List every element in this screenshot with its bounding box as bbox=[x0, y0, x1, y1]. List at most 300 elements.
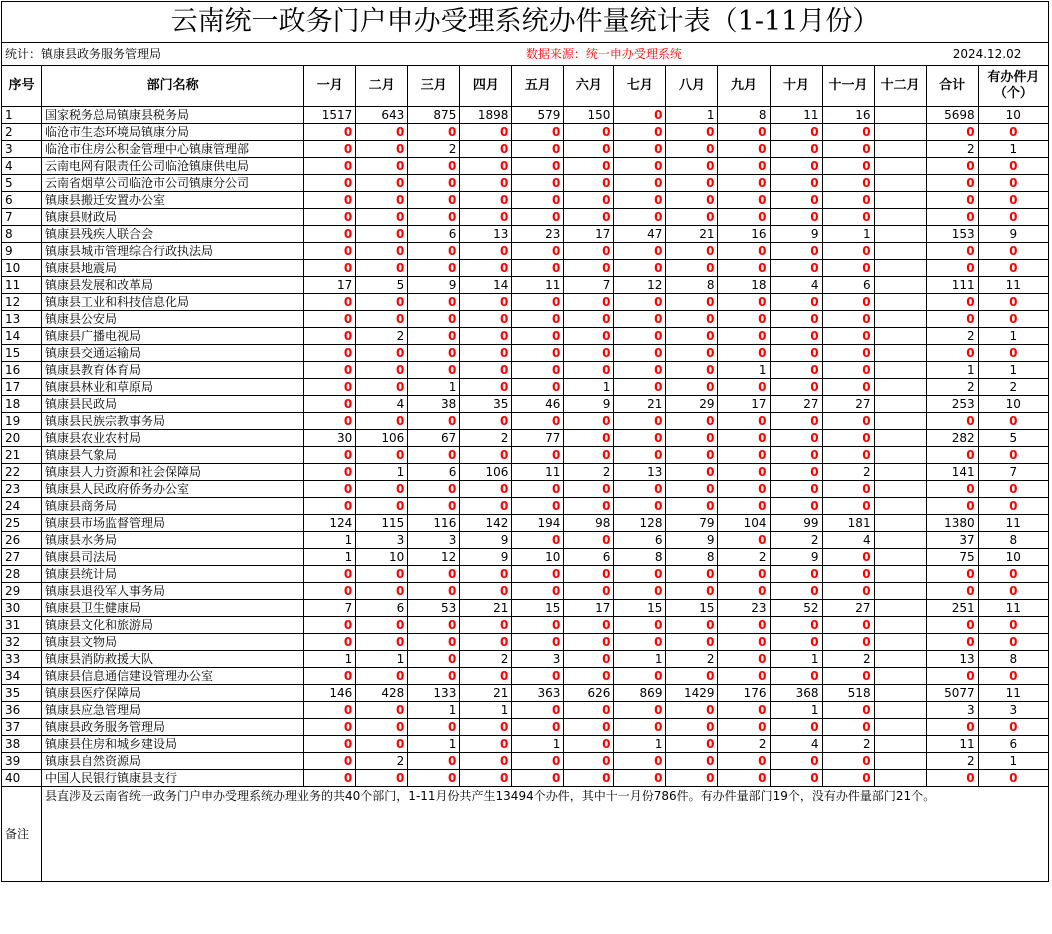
row-number: 39 bbox=[2, 753, 42, 770]
table-cell: 0 bbox=[614, 328, 666, 345]
table-cell: 0 bbox=[408, 617, 460, 634]
table-cell: 0 bbox=[822, 617, 874, 634]
table-cell: 153 bbox=[926, 226, 978, 243]
table-cell: 1898 bbox=[460, 107, 512, 124]
table-cell: 0 bbox=[978, 617, 1048, 634]
table-cell: 0 bbox=[614, 345, 666, 362]
table-row bbox=[2, 328, 1049, 345]
table-row bbox=[2, 702, 1049, 719]
table-cell: 0 bbox=[304, 396, 356, 413]
row-number: 19 bbox=[2, 413, 42, 430]
table-row bbox=[2, 396, 1049, 413]
table-cell: 0 bbox=[460, 413, 512, 430]
table-cell: 0 bbox=[460, 158, 512, 175]
table-cell: 0 bbox=[512, 719, 564, 736]
table-cell: 0 bbox=[564, 192, 614, 209]
row-number: 3 bbox=[2, 141, 42, 158]
table-cell: 0 bbox=[978, 770, 1048, 787]
table-cell: 0 bbox=[512, 175, 564, 192]
table-cell: 0 bbox=[512, 209, 564, 226]
table-cell: 0 bbox=[822, 583, 874, 600]
table-cell: 251 bbox=[926, 600, 978, 617]
department-name: 镇康县民政局 bbox=[42, 396, 304, 413]
row-number: 16 bbox=[2, 362, 42, 379]
table-cell: 0 bbox=[614, 294, 666, 311]
table-cell: 0 bbox=[356, 311, 408, 328]
row-number: 12 bbox=[2, 294, 42, 311]
table-cell: 0 bbox=[564, 260, 614, 277]
table-cell: 0 bbox=[770, 498, 822, 515]
table-cell: 9 bbox=[564, 396, 614, 413]
table-cell: 0 bbox=[822, 362, 874, 379]
header-cell: 五月 bbox=[512, 66, 564, 107]
table-cell: 3 bbox=[926, 702, 978, 719]
table-cell: 17 bbox=[564, 600, 614, 617]
table-cell: 0 bbox=[564, 243, 614, 260]
table-cell: 0 bbox=[718, 532, 770, 549]
table-cell: 77 bbox=[512, 430, 564, 447]
table-row bbox=[2, 549, 1049, 566]
table-cell: 0 bbox=[564, 328, 614, 345]
table-cell: 0 bbox=[408, 260, 460, 277]
table-cell: 0 bbox=[356, 566, 408, 583]
department-name: 云南省烟草公司临沧市公司镇康分公司 bbox=[42, 175, 304, 192]
table-cell: 146 bbox=[304, 685, 356, 702]
table-cell: 0 bbox=[512, 243, 564, 260]
table-cell: 10 bbox=[512, 549, 564, 566]
table-cell: 0 bbox=[666, 753, 718, 770]
table-row bbox=[2, 566, 1049, 583]
table-cell: 0 bbox=[460, 209, 512, 226]
table-cell: 0 bbox=[614, 124, 666, 141]
december-cell bbox=[874, 617, 926, 634]
table-cell: 428 bbox=[356, 685, 408, 702]
table-cell: 0 bbox=[408, 668, 460, 685]
note-row bbox=[2, 787, 1049, 882]
table-cell: 0 bbox=[718, 447, 770, 464]
table-cell: 0 bbox=[770, 583, 822, 600]
december-cell bbox=[874, 736, 926, 753]
row-number: 24 bbox=[2, 498, 42, 515]
table-cell: 0 bbox=[564, 158, 614, 175]
table-cell: 1 bbox=[408, 702, 460, 719]
table-cell: 0 bbox=[978, 481, 1048, 498]
table-cell: 181 bbox=[822, 515, 874, 532]
table-cell: 0 bbox=[770, 447, 822, 464]
table-cell: 0 bbox=[512, 294, 564, 311]
table-cell: 8 bbox=[718, 107, 770, 124]
table-cell: 0 bbox=[822, 209, 874, 226]
table-cell: 0 bbox=[356, 124, 408, 141]
table-cell: 0 bbox=[718, 753, 770, 770]
table-row bbox=[2, 243, 1049, 260]
table-cell: 0 bbox=[614, 362, 666, 379]
table-cell: 0 bbox=[408, 498, 460, 515]
table-cell: 111 bbox=[926, 277, 978, 294]
table-cell: 0 bbox=[666, 702, 718, 719]
table-cell: 0 bbox=[512, 379, 564, 396]
table-cell: 0 bbox=[356, 634, 408, 651]
department-name: 镇康县地震局 bbox=[42, 260, 304, 277]
table-cell: 0 bbox=[408, 753, 460, 770]
table-cell: 0 bbox=[666, 447, 718, 464]
table-cell: 75 bbox=[926, 549, 978, 566]
table-cell: 0 bbox=[614, 158, 666, 175]
table-cell: 0 bbox=[304, 770, 356, 787]
table-cell: 0 bbox=[304, 192, 356, 209]
table-cell: 0 bbox=[978, 447, 1048, 464]
table-cell: 0 bbox=[408, 634, 460, 651]
table-cell: 124 bbox=[304, 515, 356, 532]
table-cell: 0 bbox=[770, 124, 822, 141]
table-cell: 9 bbox=[460, 549, 512, 566]
table-cell: 0 bbox=[666, 379, 718, 396]
table-cell: 0 bbox=[460, 192, 512, 209]
header-cell: 九月 bbox=[718, 66, 770, 107]
table-cell: 27 bbox=[770, 396, 822, 413]
table-cell: 6 bbox=[564, 549, 614, 566]
table-cell: 0 bbox=[666, 498, 718, 515]
table-cell: 0 bbox=[718, 481, 770, 498]
row-number: 1 bbox=[2, 107, 42, 124]
table-cell: 0 bbox=[512, 124, 564, 141]
table-cell: 0 bbox=[304, 668, 356, 685]
row-number: 2 bbox=[2, 124, 42, 141]
table-row bbox=[2, 447, 1049, 464]
table-cell: 0 bbox=[666, 668, 718, 685]
table-cell: 0 bbox=[978, 124, 1048, 141]
table-cell: 0 bbox=[978, 583, 1048, 600]
table-cell: 0 bbox=[460, 753, 512, 770]
table-cell: 0 bbox=[614, 566, 666, 583]
table-cell: 0 bbox=[408, 124, 460, 141]
header-cell: 部门名称 bbox=[42, 66, 304, 107]
table-cell: 0 bbox=[822, 549, 874, 566]
table-cell: 9 bbox=[666, 532, 718, 549]
table-cell: 0 bbox=[718, 566, 770, 583]
table-cell: 0 bbox=[512, 192, 564, 209]
table-cell: 0 bbox=[460, 345, 512, 362]
department-name: 镇康县发展和改革局 bbox=[42, 277, 304, 294]
table-cell: 0 bbox=[564, 753, 614, 770]
table-cell: 1 bbox=[614, 651, 666, 668]
december-cell bbox=[874, 651, 926, 668]
table-cell: 0 bbox=[356, 770, 408, 787]
table-cell: 8 bbox=[666, 549, 718, 566]
table-cell: 14 bbox=[460, 277, 512, 294]
table-cell: 3 bbox=[356, 532, 408, 549]
table-cell: 0 bbox=[564, 141, 614, 158]
table-cell: 16 bbox=[822, 107, 874, 124]
table-cell: 2 bbox=[822, 651, 874, 668]
table-cell: 875 bbox=[408, 107, 460, 124]
table-cell: 1 bbox=[408, 736, 460, 753]
table-cell: 0 bbox=[408, 294, 460, 311]
row-number: 4 bbox=[2, 158, 42, 175]
department-name: 镇康县人力资源和社会保障局 bbox=[42, 464, 304, 481]
table-row bbox=[2, 668, 1049, 685]
table-cell: 1 bbox=[978, 141, 1048, 158]
table-cell: 0 bbox=[978, 260, 1048, 277]
table-cell: 0 bbox=[718, 379, 770, 396]
table-row bbox=[2, 107, 1049, 124]
table-cell: 0 bbox=[822, 430, 874, 447]
table-cell: 9 bbox=[978, 226, 1048, 243]
table-cell: 0 bbox=[770, 481, 822, 498]
table-row bbox=[2, 617, 1049, 634]
table-cell: 0 bbox=[770, 430, 822, 447]
table-cell: 0 bbox=[770, 719, 822, 736]
table-cell: 0 bbox=[512, 345, 564, 362]
table-cell: 3 bbox=[408, 532, 460, 549]
table-row bbox=[2, 753, 1049, 770]
table-cell: 0 bbox=[978, 294, 1048, 311]
table-cell: 0 bbox=[614, 107, 666, 124]
table-row bbox=[2, 277, 1049, 294]
table-cell: 0 bbox=[822, 379, 874, 396]
table-cell: 99 bbox=[770, 515, 822, 532]
table-cell: 0 bbox=[770, 379, 822, 396]
table-cell: 0 bbox=[718, 124, 770, 141]
table-cell: 0 bbox=[614, 447, 666, 464]
table-cell: 2 bbox=[926, 141, 978, 158]
table-cell: 0 bbox=[666, 464, 718, 481]
table-cell: 46 bbox=[512, 396, 564, 413]
table-cell: 0 bbox=[460, 770, 512, 787]
table-cell: 21 bbox=[666, 226, 718, 243]
header-cell: 十一月 bbox=[822, 66, 874, 107]
table-cell: 4 bbox=[770, 736, 822, 753]
table-cell: 9 bbox=[460, 532, 512, 549]
table-cell: 17 bbox=[718, 396, 770, 413]
table-cell: 0 bbox=[356, 481, 408, 498]
table-cell: 0 bbox=[460, 311, 512, 328]
table-cell: 0 bbox=[614, 413, 666, 430]
table-cell: 0 bbox=[304, 736, 356, 753]
table-cell: 0 bbox=[822, 345, 874, 362]
table-cell: 0 bbox=[564, 583, 614, 600]
december-cell bbox=[874, 379, 926, 396]
table-cell: 0 bbox=[304, 447, 356, 464]
row-number: 30 bbox=[2, 600, 42, 617]
row-number: 9 bbox=[2, 243, 42, 260]
department-name: 镇康县文物局 bbox=[42, 634, 304, 651]
table-cell: 23 bbox=[512, 226, 564, 243]
table-cell: 7 bbox=[978, 464, 1048, 481]
december-cell bbox=[874, 124, 926, 141]
table-cell: 0 bbox=[822, 702, 874, 719]
header-cell: 序号 bbox=[2, 66, 42, 107]
table-cell: 0 bbox=[926, 158, 978, 175]
note-label: 备注 bbox=[2, 787, 42, 882]
table-cell: 0 bbox=[512, 362, 564, 379]
table-cell: 0 bbox=[926, 175, 978, 192]
table-cell: 0 bbox=[408, 481, 460, 498]
row-number: 40 bbox=[2, 770, 42, 787]
table-cell: 0 bbox=[926, 583, 978, 600]
table-cell: 1 bbox=[356, 651, 408, 668]
table-cell: 0 bbox=[666, 413, 718, 430]
table-cell: 0 bbox=[614, 668, 666, 685]
table-cell: 0 bbox=[926, 192, 978, 209]
table-row bbox=[2, 515, 1049, 532]
table-cell: 0 bbox=[356, 294, 408, 311]
table-cell: 0 bbox=[718, 770, 770, 787]
row-number: 21 bbox=[2, 447, 42, 464]
table-cell: 15 bbox=[666, 600, 718, 617]
table-cell: 30 bbox=[304, 430, 356, 447]
december-cell bbox=[874, 311, 926, 328]
table-cell: 13 bbox=[614, 464, 666, 481]
table-cell: 0 bbox=[614, 260, 666, 277]
table-cell: 0 bbox=[304, 464, 356, 481]
table-row bbox=[2, 124, 1049, 141]
table-row bbox=[2, 770, 1049, 787]
table-cell: 194 bbox=[512, 515, 564, 532]
table-row bbox=[2, 294, 1049, 311]
table-cell: 0 bbox=[978, 668, 1048, 685]
table-cell: 10 bbox=[356, 549, 408, 566]
table-cell: 0 bbox=[304, 566, 356, 583]
table-cell: 21 bbox=[614, 396, 666, 413]
table-cell: 0 bbox=[614, 311, 666, 328]
table-cell: 37 bbox=[926, 532, 978, 549]
page-title: 云南统一政务门户申办受理系统办件量统计表（1-11月份） bbox=[2, 2, 1049, 43]
table-cell: 0 bbox=[666, 583, 718, 600]
table-cell: 0 bbox=[978, 566, 1048, 583]
table-cell: 6 bbox=[822, 277, 874, 294]
table-cell: 0 bbox=[718, 192, 770, 209]
table-cell: 5 bbox=[978, 430, 1048, 447]
december-cell bbox=[874, 464, 926, 481]
table-cell: 104 bbox=[718, 515, 770, 532]
table-cell: 0 bbox=[512, 413, 564, 430]
table-cell: 0 bbox=[564, 311, 614, 328]
table-cell: 0 bbox=[356, 702, 408, 719]
table-cell: 0 bbox=[356, 413, 408, 430]
december-cell bbox=[874, 770, 926, 787]
table-cell: 579 bbox=[512, 107, 564, 124]
table-cell: 0 bbox=[408, 209, 460, 226]
december-cell bbox=[874, 430, 926, 447]
table-cell: 5 bbox=[356, 277, 408, 294]
december-cell bbox=[874, 345, 926, 362]
table-cell: 0 bbox=[408, 566, 460, 583]
department-name: 镇康县农业农村局 bbox=[42, 430, 304, 447]
table-cell: 9 bbox=[770, 226, 822, 243]
table-cell: 0 bbox=[718, 668, 770, 685]
table-cell: 67 bbox=[408, 430, 460, 447]
table-cell: 2 bbox=[564, 464, 614, 481]
table-cell: 0 bbox=[304, 141, 356, 158]
table-cell: 0 bbox=[926, 634, 978, 651]
table-cell: 368 bbox=[770, 685, 822, 702]
department-name: 镇康县民族宗教事务局 bbox=[42, 413, 304, 430]
row-number: 32 bbox=[2, 634, 42, 651]
table-row bbox=[2, 226, 1049, 243]
table-cell: 0 bbox=[564, 294, 614, 311]
table-cell: 0 bbox=[460, 617, 512, 634]
table-cell: 0 bbox=[304, 719, 356, 736]
table-cell: 282 bbox=[926, 430, 978, 447]
table-cell: 0 bbox=[822, 668, 874, 685]
table-cell: 0 bbox=[978, 158, 1048, 175]
table-cell: 0 bbox=[460, 498, 512, 515]
table-cell: 21 bbox=[460, 685, 512, 702]
table-cell: 27 bbox=[822, 396, 874, 413]
table-cell: 0 bbox=[770, 158, 822, 175]
table-cell: 5077 bbox=[926, 685, 978, 702]
table-cell: 0 bbox=[822, 481, 874, 498]
row-number: 38 bbox=[2, 736, 42, 753]
table-cell: 0 bbox=[460, 447, 512, 464]
table-cell: 0 bbox=[564, 651, 614, 668]
table-cell: 116 bbox=[408, 515, 460, 532]
table-cell: 1 bbox=[408, 379, 460, 396]
table-cell: 8 bbox=[614, 549, 666, 566]
header-row bbox=[2, 66, 1049, 107]
table-cell: 11 bbox=[770, 107, 822, 124]
table-cell: 0 bbox=[304, 362, 356, 379]
table-cell: 0 bbox=[718, 702, 770, 719]
table-cell: 0 bbox=[822, 719, 874, 736]
table-cell: 0 bbox=[564, 362, 614, 379]
table-cell: 0 bbox=[408, 770, 460, 787]
table-cell: 869 bbox=[614, 685, 666, 702]
department-name: 镇康县财政局 bbox=[42, 209, 304, 226]
table-cell: 11 bbox=[978, 685, 1048, 702]
table-cell: 0 bbox=[304, 311, 356, 328]
table-cell: 1 bbox=[978, 362, 1048, 379]
table-cell: 0 bbox=[718, 430, 770, 447]
table-cell: 11 bbox=[978, 600, 1048, 617]
december-cell bbox=[874, 685, 926, 702]
table-cell: 1 bbox=[564, 379, 614, 396]
table-row bbox=[2, 158, 1049, 175]
table-cell: 1 bbox=[304, 651, 356, 668]
row-number: 23 bbox=[2, 481, 42, 498]
header-cell: 八月 bbox=[666, 66, 718, 107]
table-cell: 0 bbox=[356, 719, 408, 736]
table-cell: 0 bbox=[614, 770, 666, 787]
row-number: 36 bbox=[2, 702, 42, 719]
table-cell: 0 bbox=[356, 736, 408, 753]
table-cell: 7 bbox=[304, 600, 356, 617]
department-name: 镇康县住房和城乡建设局 bbox=[42, 736, 304, 753]
table-cell: 0 bbox=[614, 719, 666, 736]
table-cell: 0 bbox=[666, 243, 718, 260]
table-cell: 0 bbox=[512, 260, 564, 277]
table-cell: 0 bbox=[408, 413, 460, 430]
table-cell: 0 bbox=[770, 141, 822, 158]
table-cell: 0 bbox=[822, 328, 874, 345]
table-cell: 0 bbox=[718, 464, 770, 481]
table-cell: 8 bbox=[666, 277, 718, 294]
table-cell: 0 bbox=[822, 311, 874, 328]
department-name: 镇康县卫生健康局 bbox=[42, 600, 304, 617]
table-cell: 15 bbox=[512, 600, 564, 617]
table-cell: 0 bbox=[926, 617, 978, 634]
table-cell: 1 bbox=[770, 702, 822, 719]
table-cell: 0 bbox=[512, 158, 564, 175]
table-cell: 1 bbox=[926, 362, 978, 379]
table-cell: 0 bbox=[770, 311, 822, 328]
table-cell: 0 bbox=[718, 498, 770, 515]
row-number: 27 bbox=[2, 549, 42, 566]
row-number: 11 bbox=[2, 277, 42, 294]
table-cell: 1 bbox=[978, 328, 1048, 345]
department-name: 云南电网有限责任公司临沧镇康供电局 bbox=[42, 158, 304, 175]
